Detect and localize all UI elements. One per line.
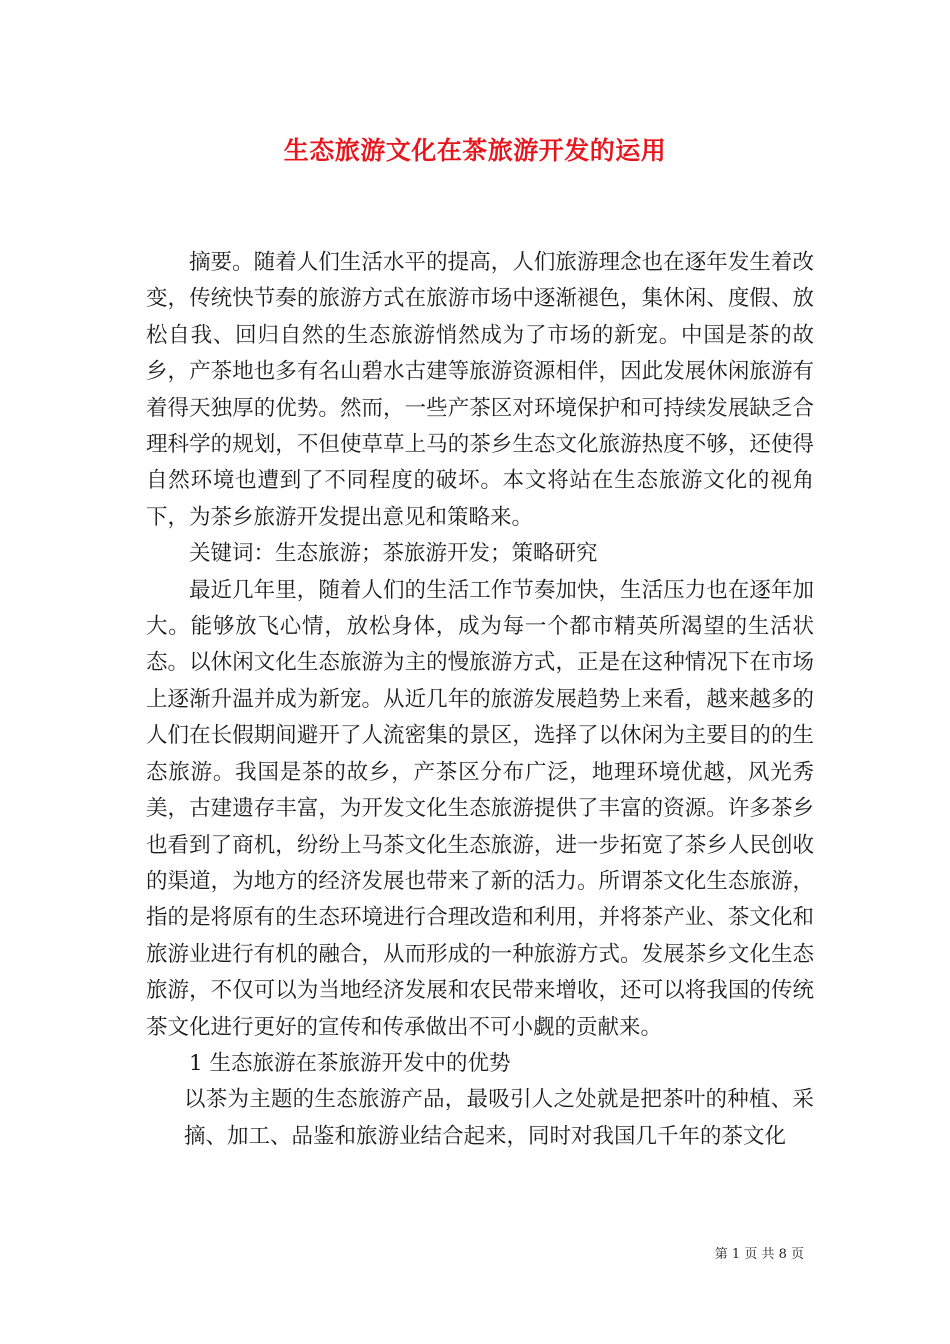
keywords-paragraph: 关键词：生态旅游；茶旅游开发；策略研究: [189, 541, 598, 567]
page-title: 生态旅游文化在茶旅游开发的运用: [283, 136, 667, 165]
body-paragraph: 最近几年里，随着人们的生活工作节奏加快，生活压力也在逐年加大。能够放飞心情，放松身体，成为每一个都市精英所渴望的生活状态。以休闲文化生态旅游为主的慢旅游方式，正是在这种情况下在市场上逐渐升温并成为新宠。从近几年的旅游发展趋势上来看，越来越多的人们在长假期间避开了人流密集的景区，选择了以休闲为主要目的的生态旅游。我国是茶的故乡，产茶区分布广泛，地理环境优越，风光秀美，古建遗存丰富，为开发文化生态旅游提供了丰富的资源。许多茶乡也看到了商机，纷纷上马茶文化生态旅游，进一步拓宽了茶乡人民创收的渠道，为地方的经济发展也带来了新的活力。所谓茶文化生态旅游，指的是将原有的生态环境进行合理改造和利用，并将茶产业、茶文化和旅游业进行有机的融合，从而形成的一种旅游方式。发展茶乡文化生态旅游，不仅可以为当地经济发展和农民带来增收，还可以将我国的传统茶文化进行更好的宣传和传承做出不可小觑的贡献来。: [146, 577, 814, 1040]
abstract-paragraph: 摘要。随着人们生活水平的提高，人们旅游理念也在逐年发生着改变，传统快节奏的旅游方式在旅游市场中逐渐褪色，集休闲、度假、放松自我、回归自然的生态旅游悄然成为了市场的新宠。中国是茶的故乡，产茶地也多有名山碧水古建等旅游资源相伴，因此发展休闲旅游有着得天独厚的优势。然而，一些产茶区对环境保护和可持续发展缺乏合理科学的规划，不但使草草上马的茶乡生态文化旅游热度不够，还使得自然环境也遭到了不同程度的破坏。本文将站在生态旅游文化的视角下，为茶乡旅游开发提出意见和策略来。: [146, 250, 814, 530]
document-body: [146, 245, 814, 1155]
section-heading: 1 生态旅游在茶旅游开发中的优势: [189, 1050, 511, 1076]
page-number-footer: 第 1 页 共 8 页: [714, 1247, 804, 1262]
body-paragraph: 以茶为主题的生态旅游产品，最吸引人之处就是把茶叶的种植、采摘、加工、品鉴和旅游业结合起来，同时对我国几千年的茶文化: [184, 1087, 814, 1149]
